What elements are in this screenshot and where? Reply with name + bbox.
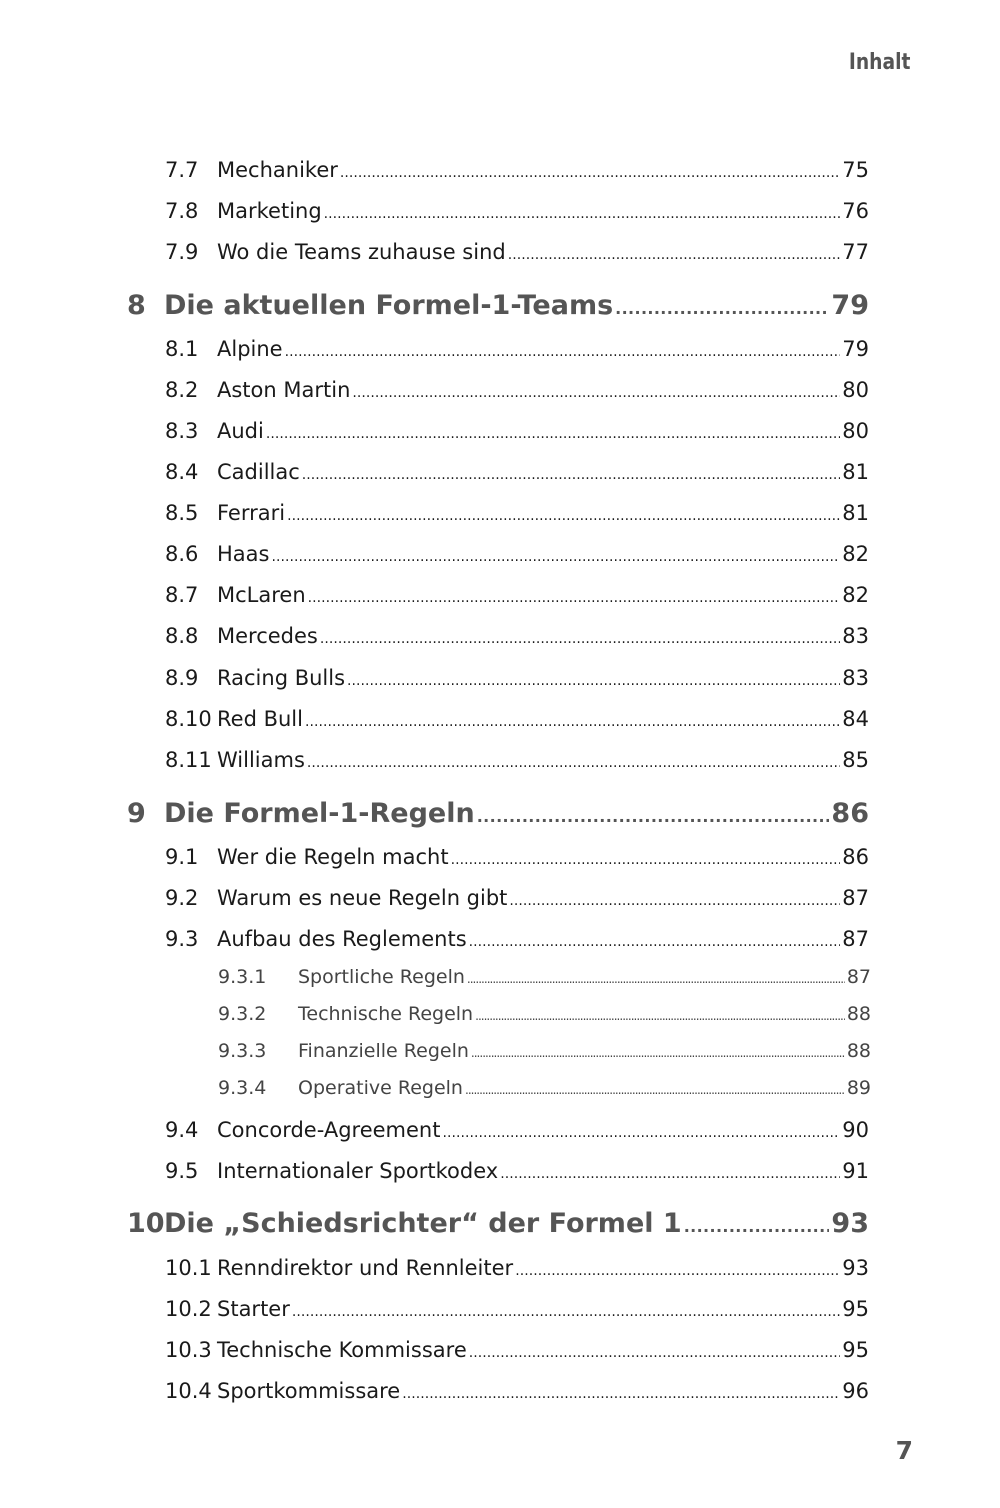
toc-entry-number: 8.8 [165,624,199,648]
toc-entry[interactable] [0,1256,1000,1280]
toc-entry[interactable] [0,158,1000,182]
dot-leader [442,1118,840,1142]
toc-entry-title: Cadillac [217,460,300,484]
dot-leader [320,624,840,648]
dot-leader [308,583,841,607]
dot-leader [467,966,845,988]
toc-subentry-number: 9.3.1 [218,966,267,988]
toc-entry-page: 75 [842,158,869,182]
dot-leader [477,798,830,829]
toc-entry[interactable] [0,707,1000,731]
toc-entry-page: 80 [842,378,869,402]
toc-entry-title: Haas [217,542,270,566]
dot-leader [684,1208,830,1239]
toc-entry[interactable] [0,927,1000,951]
toc-entry-page: 76 [842,199,869,223]
toc-entry-number: 8.4 [165,460,199,484]
toc-subentry[interactable] [0,1077,1000,1099]
toc-entry-number: 9.5 [165,1159,199,1183]
toc-chapter[interactable] [0,798,1000,829]
toc-entry-title: Audi [217,419,264,443]
dot-leader [471,1040,845,1062]
toc-entry-number: 8.6 [165,542,199,566]
dot-leader [451,845,841,869]
toc-entry-page: 83 [842,624,869,648]
toc-entry[interactable] [0,1379,1000,1403]
toc-entry-page: 81 [842,460,869,484]
dot-leader [307,748,840,772]
toc-entry-number: 7.9 [165,240,199,264]
toc-entry-page: 96 [842,1379,869,1403]
toc-entry-title: Mechaniker [217,158,338,182]
toc-entry-title: Sportkommissare [217,1379,401,1403]
dot-leader [508,240,841,264]
toc-entry[interactable] [0,845,1000,869]
toc-entry[interactable] [0,886,1000,910]
toc-entry-number: 10.3 [165,1338,212,1362]
toc-entry[interactable] [0,624,1000,648]
toc-entry-page: 81 [842,501,869,525]
toc-entry-number: 10.2 [165,1297,212,1321]
toc-entry[interactable] [0,501,1000,525]
toc-entry-page: 87 [842,886,869,910]
toc-chapter-title: Die Formel-1-Regeln [164,798,475,829]
toc-entry-page: 80 [842,419,869,443]
toc-entry-title: Mercedes [217,624,318,648]
dot-leader [347,666,840,690]
toc-entry-title: Ferrari [217,501,286,525]
toc-subentry-number: 9.3.2 [218,1003,267,1025]
toc-chapter-title: Die „Schiedsrichter“ der Formel 1 [164,1208,682,1239]
toc-subentry-title: Technische Regeln [298,1003,474,1025]
toc-chapter-page: 79 [831,290,869,321]
toc-entry-page: 82 [842,542,869,566]
toc-entry-title: Concorde-Agreement [217,1118,441,1142]
toc-chapter-number: 8 [127,290,146,321]
toc-entry[interactable] [0,337,1000,361]
toc-entry-page: 91 [842,1159,869,1183]
toc-chapter[interactable] [0,290,1000,321]
toc-entry-page: 90 [842,1118,869,1142]
toc-chapter-page: 86 [831,798,869,829]
toc-entry[interactable] [0,666,1000,690]
toc-subentry-page: 88 [846,1003,871,1025]
dot-leader [287,501,840,525]
dot-leader [500,1159,840,1183]
dot-leader [271,542,840,566]
toc-subentry-page: 88 [846,1040,871,1062]
running-head: Inhalt [848,50,910,75]
toc-entry-number: 8.9 [165,666,199,690]
toc-chapter-title: Die aktuellen Formel-1-Teams [164,290,614,321]
toc-subentry-title: Finanzielle Regeln [298,1040,469,1062]
toc-entry-number: 7.8 [165,199,199,223]
toc-entry-number: 8.11 [165,748,212,772]
toc-entry[interactable] [0,1118,1000,1142]
dot-leader [615,290,829,321]
toc-entry-number: 10.4 [165,1379,212,1403]
toc-entry-page: 93 [842,1256,869,1280]
toc-entry-page: 82 [842,583,869,607]
toc-entry-page: 83 [842,666,869,690]
toc-entry-number: 8.7 [165,583,199,607]
dot-leader [285,337,841,361]
toc-entry-number: 8.1 [165,337,199,361]
toc-entry[interactable] [0,748,1000,772]
toc-chapter-number: 10 [127,1208,165,1239]
dot-leader [305,707,840,731]
dot-leader [469,927,841,951]
toc-entry-number: 8.5 [165,501,199,525]
toc-entry-title: Marketing [217,199,322,223]
toc-entry-number: 8.3 [165,419,199,443]
toc-entry[interactable] [0,378,1000,402]
toc-entry-title: Wo die Teams zuhause sind [217,240,506,264]
toc-subentry[interactable] [0,1003,1000,1025]
toc-entry-title: Racing Bulls [217,666,346,690]
toc-subentry[interactable] [0,966,1000,988]
toc-entry[interactable] [0,460,1000,484]
dot-leader [266,419,840,443]
toc-subentry-title: Sportliche Regeln [298,966,465,988]
toc-entry-title: Aufbau des Reglements [217,927,467,951]
toc-entry-number: 8.2 [165,378,199,402]
toc-entry-page: 79 [842,337,869,361]
toc-entry[interactable] [0,240,1000,264]
toc-subentry-number: 9.3.3 [218,1040,267,1062]
toc-entry-title: McLaren [217,583,306,607]
toc-entry-number: 9.1 [165,845,199,869]
dot-leader [515,1256,840,1280]
toc-entry-page: 86 [842,845,869,869]
toc-entry[interactable] [0,1159,1000,1183]
toc-entry-title: Aston Martin [217,378,351,402]
toc-entry-title: Red Bull [217,707,303,731]
toc-entry-page: 84 [842,707,869,731]
toc-entry-page: 77 [842,240,869,264]
toc-entry-number: 9.4 [165,1118,199,1142]
dot-leader [340,158,840,182]
toc-entry-page: 87 [842,927,869,951]
toc-subentry-page: 87 [846,966,871,988]
dot-leader [324,199,841,223]
toc-entry-title: Internationaler Sportkodex [217,1159,499,1183]
toc-entry-number: 9.2 [165,886,199,910]
toc-subentry-title: Operative Regeln [298,1077,463,1099]
toc-entry-title: Renndirektor und Rennleiter [217,1256,514,1280]
toc-entry[interactable] [0,199,1000,223]
toc-entry[interactable] [0,542,1000,566]
toc-entry[interactable] [0,419,1000,443]
dot-leader [402,1379,840,1403]
toc-chapter[interactable] [0,1208,1000,1239]
toc-chapter-page: 93 [831,1208,869,1239]
toc-entry-number: 9.3 [165,927,199,951]
toc-entry[interactable] [0,1338,1000,1362]
toc-entry-title: Wer die Regeln macht [217,845,449,869]
toc-entry-page: 95 [842,1338,869,1362]
toc-entry[interactable] [0,583,1000,607]
toc-entry-title: Starter [217,1297,290,1321]
page-number: 7 [895,1436,913,1465]
toc-chapter-number: 9 [127,798,146,829]
toc-subentry[interactable] [0,1040,1000,1062]
toc-entry-title: Williams [217,748,305,772]
toc-entry-number: 8.10 [165,707,212,731]
toc-entry-title: Technische Kommissare [217,1338,467,1362]
toc-entry-page: 85 [842,748,869,772]
dot-leader [475,1003,845,1025]
dot-leader [302,460,840,484]
toc-entry-title: Warum es neue Regeln gibt [217,886,508,910]
toc-entry-page: 95 [842,1297,869,1321]
toc-entry-title: Alpine [217,337,283,361]
toc-entry-number: 7.7 [165,158,199,182]
dot-leader [352,378,840,402]
toc-subentry-page: 89 [846,1077,871,1099]
dot-leader [292,1297,840,1321]
toc-subentry-number: 9.3.4 [218,1077,267,1099]
toc-entry-number: 10.1 [165,1256,212,1280]
toc-entry[interactable] [0,1297,1000,1321]
dot-leader [465,1077,845,1099]
dot-leader [509,886,840,910]
dot-leader [469,1338,841,1362]
